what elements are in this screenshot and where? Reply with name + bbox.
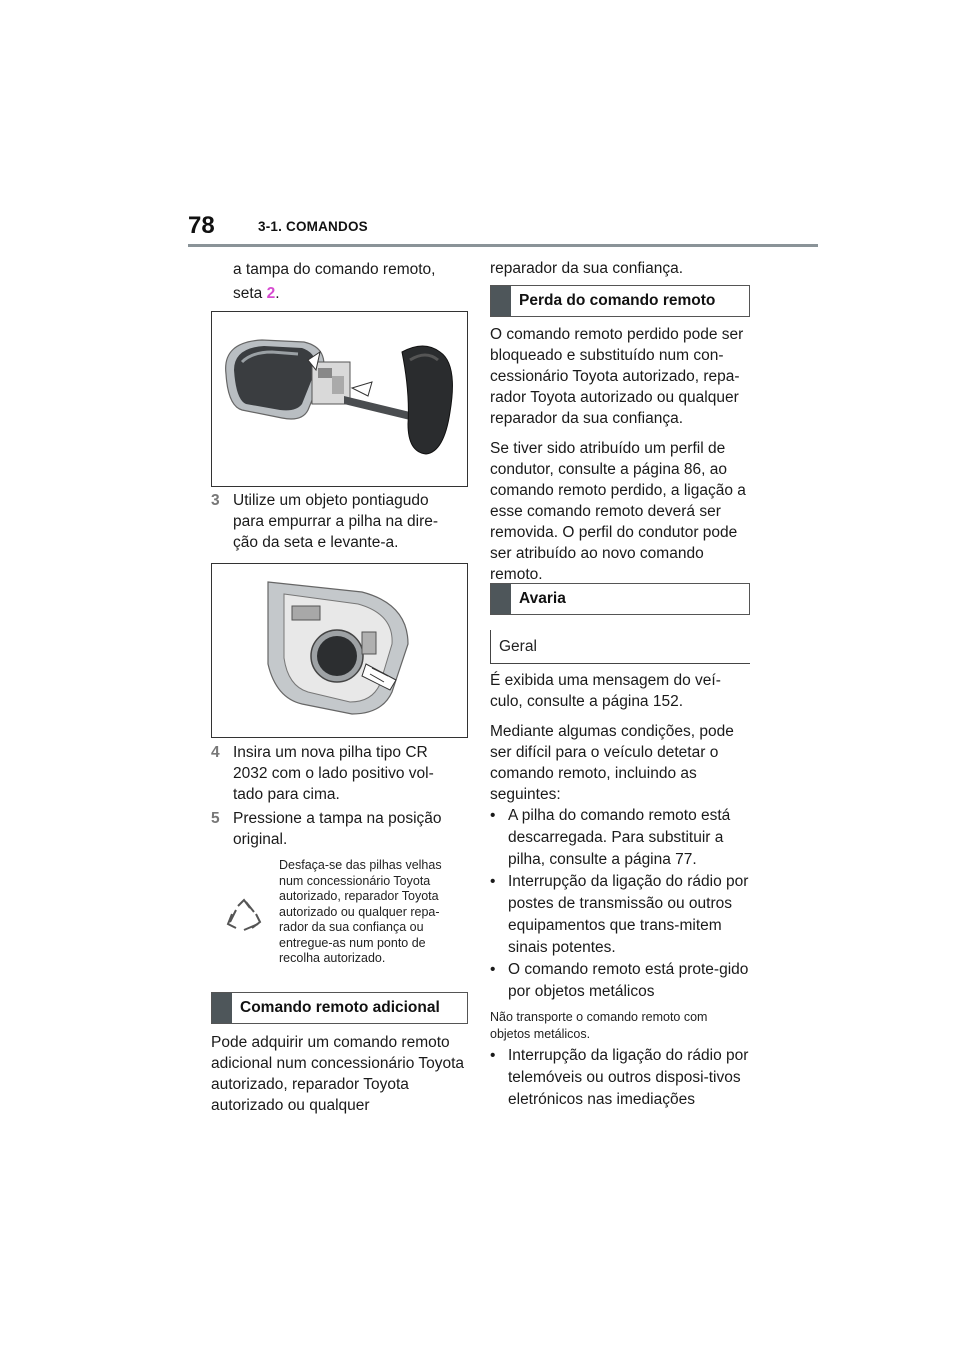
- page-number: 78: [188, 212, 215, 239]
- list-item: [490, 1045, 750, 1111]
- heading-bar: [491, 286, 511, 316]
- bullet-mark: •: [490, 1047, 496, 1064]
- metal-objects-note: Não transporte o comando remoto com objetos metálicos.: [490, 1010, 708, 1041]
- step-3: [211, 490, 461, 553]
- intro-line-2-prefix: seta: [233, 285, 267, 302]
- intro-line-1: a tampa do comando remoto,: [233, 261, 436, 278]
- step-3-number: 3: [211, 492, 220, 509]
- bullet-text: Interrupção da ligação do rádio por postes de transmissão ou outros equipamentos que trans-mitem sinais potentes.: [508, 873, 749, 956]
- subheading-general-text: Geral: [499, 638, 537, 655]
- heading-lost-remote: [490, 285, 750, 317]
- heading-bar: [212, 993, 232, 1023]
- key-fob-cover-illustration: [212, 312, 467, 486]
- lost-remote-section: [490, 324, 750, 585]
- step-4-number: 4: [211, 744, 220, 761]
- lost-paragraph-1: O comando remoto perdido pode ser bloqueado e substituído num con-cessionário Toyota autorizado, repa-rador Toyota autorizado ou qualquer reparador da sua confiança.: [490, 326, 744, 427]
- heading-fault-text: Avaria: [519, 590, 566, 607]
- additional-remote-text: Pode adquirir um comando remoto adicional num concessionário Toyota autorizado, reparador Toyota autorizado ou qualquer: [211, 1034, 465, 1114]
- fault-section: [490, 670, 750, 1111]
- lost-paragraph-2: Se tiver sido atribuído um perfil de condutor, consulte a página 86, ao comando remoto perdido, a ligação a esse comando remoto deverá ser removida. O perfil do condutor pode ser atribuído ao novo comando remoto.: [490, 440, 746, 583]
- step-4: [211, 742, 461, 805]
- fault-paragraph-2: Mediante algumas condições, pode ser difícil para o veículo detetar o comando remoto, incluindo as seguintes:: [490, 723, 734, 803]
- continued-text: [490, 258, 750, 279]
- bullet-text: O comando remoto está prote-gido por objetos metálicos: [508, 961, 749, 1000]
- step-3-text: Utilize um objeto pontiagudo para empurrar a pilha na dire-ção da seta e levante-a.: [233, 492, 439, 551]
- step-4-text: Insira um nova pilha tipo CR 2032 com o lado positivo vol-tado para cima.: [233, 744, 434, 803]
- bullet-text: Interrupção da ligação do rádio por telemóveis ou outros disposi-tivos eletrónicos nas imediações: [508, 1047, 749, 1108]
- continued-paragraph: reparador da sua confiança.: [490, 260, 684, 277]
- heading-additional-text: Comando remoto adicional: [240, 999, 440, 1016]
- intro-line-2-suffix: .: [275, 285, 280, 302]
- bullet-mark: •: [490, 807, 496, 824]
- figure-battery-compartment: [211, 563, 468, 738]
- list-item: [490, 871, 750, 959]
- bullet-mark: •: [490, 961, 496, 978]
- recycle-icon: [224, 896, 264, 936]
- bullet-text: A pilha do comando remoto está descarregada. Para substituir a pilha, consulte a página 77.: [508, 807, 731, 868]
- heading-fault: [490, 583, 750, 615]
- additional-remote-paragraph: [211, 1032, 468, 1116]
- section-title: 3-1. COMANDOS: [258, 219, 368, 234]
- heading-bar: [491, 584, 511, 614]
- intro-text: [233, 258, 463, 306]
- bullet-mark: •: [490, 873, 496, 890]
- step-5-text: Pressione a tampa na posição original.: [233, 810, 442, 848]
- list-item: [490, 959, 750, 1003]
- battery-compartment-illustration: [212, 564, 467, 737]
- fault-paragraph-1: É exibida uma mensagem do veí-culo, consulte a página 152.: [490, 672, 721, 710]
- step-5-number: 5: [211, 810, 220, 827]
- heading-additional-remote: [211, 992, 468, 1024]
- heading-lost-text: Perda do comando remoto: [519, 292, 716, 309]
- arrow-number: 2: [266, 285, 276, 302]
- header-rule: [188, 244, 818, 247]
- subheading-general: [490, 630, 750, 664]
- figure-key-cover-removed: [211, 311, 468, 487]
- step-5: [211, 808, 461, 850]
- recycling-note: Desfaça-se das pilhas velhas num concessionário Toyota autorizado, reparador Toyota autorizado ou qualquer repa-rador da sua confiança ou entregue-as num ponto de recolha autorizado.: [279, 858, 442, 965]
- list-item: [490, 805, 750, 871]
